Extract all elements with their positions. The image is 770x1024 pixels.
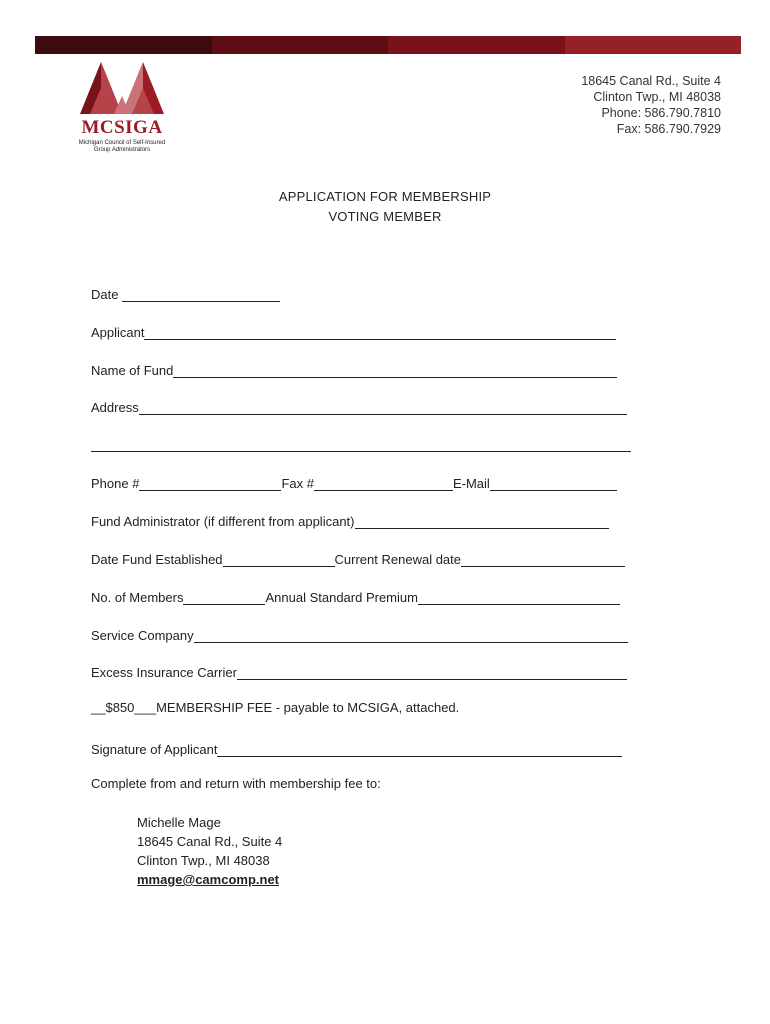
signature-field[interactable] xyxy=(91,739,622,757)
fund-name-field[interactable] xyxy=(91,360,617,378)
return-contact-block xyxy=(137,813,282,889)
header-bar-segment-2 xyxy=(212,36,389,54)
members-premium-row[interactable] xyxy=(91,587,620,605)
contact-email-link[interactable]: mmage@camcomp.net xyxy=(137,872,279,887)
date-established-blank[interactable] xyxy=(223,552,335,567)
contact-name: Michelle Mage xyxy=(137,815,221,830)
email-label: E-Mail xyxy=(452,476,490,491)
date-label: Date xyxy=(91,287,119,302)
address-label: Address xyxy=(91,400,139,415)
header-bar-segment-1 xyxy=(35,36,212,54)
renewal-date-blank[interactable] xyxy=(461,552,625,567)
form-title: APPLICATION FOR MEMBERSHIP xyxy=(278,189,492,204)
members-label: No. of Members xyxy=(91,590,184,605)
logo-subtitle xyxy=(74,140,170,154)
address-line2: Clinton Twp., MI 48038 xyxy=(593,90,721,104)
logo-mark-icon xyxy=(74,60,170,118)
fund-name-label: Name of Fund xyxy=(91,363,174,378)
mcsiga-logo xyxy=(74,60,170,170)
address-field-line2[interactable] xyxy=(91,434,631,452)
applicant-label: Applicant xyxy=(91,325,145,340)
logo-wordmark: MCSIGA xyxy=(81,117,163,138)
phone-blank[interactable] xyxy=(139,476,281,491)
service-company-blank[interactable] xyxy=(194,628,628,643)
date-field[interactable] xyxy=(91,284,280,302)
dates-field-row[interactable] xyxy=(91,549,625,567)
applicant-blank[interactable] xyxy=(144,325,616,340)
membership-fee-text: __$850___MEMBERSHIP FEE - payable to MCSIGA, attached. xyxy=(91,700,460,715)
phone-label: Phone # xyxy=(91,476,140,491)
excess-carrier-blank[interactable] xyxy=(237,665,627,680)
service-company-label: Service Company xyxy=(91,628,194,643)
fund-administrator-field[interactable] xyxy=(91,511,609,529)
address-blank-2[interactable] xyxy=(91,437,631,452)
premium-blank[interactable] xyxy=(418,590,620,605)
form-subtitle: VOTING MEMBER xyxy=(328,209,442,224)
fund-administrator-blank[interactable] xyxy=(355,514,609,529)
return-instructions: Complete from and return with membership fee to: xyxy=(91,776,381,791)
date-blank[interactable] xyxy=(122,287,280,302)
applicant-field[interactable] xyxy=(91,322,616,340)
contact-street: 18645 Canal Rd., Suite 4 xyxy=(137,834,283,849)
fax-blank[interactable] xyxy=(314,476,453,491)
excess-carrier-field[interactable] xyxy=(91,662,627,680)
fund-administrator-label: Fund Administrator (if different from applicant) xyxy=(91,514,355,529)
logo-subtitle-line2: Group Administrators xyxy=(93,147,151,153)
excess-carrier-label: Excess Insurance Carrier xyxy=(91,665,237,680)
signature-blank[interactable] xyxy=(217,742,622,757)
header-bar-segment-4 xyxy=(565,36,742,54)
renewal-date-label: Current Renewal date xyxy=(334,552,461,567)
header-color-bar xyxy=(35,36,741,54)
logo-subtitle-line1: Michigan Council of Self-Insured xyxy=(78,140,166,146)
organization-address xyxy=(581,73,721,137)
address-phone: Phone: 586.790.7810 xyxy=(601,106,721,120)
address-field[interactable] xyxy=(91,397,627,415)
contact-field-row[interactable] xyxy=(91,473,617,491)
premium-label: Annual Standard Premium xyxy=(265,590,418,605)
signature-label: Signature of Applicant xyxy=(91,742,218,757)
members-blank[interactable] xyxy=(183,590,265,605)
email-blank[interactable] xyxy=(490,476,617,491)
address-fax: Fax: 586.790.7929 xyxy=(616,122,721,136)
address-line1: 18645 Canal Rd., Suite 4 xyxy=(581,74,721,88)
service-company-field[interactable] xyxy=(91,625,628,643)
header-bar-segment-3 xyxy=(388,36,565,54)
contact-city: Clinton Twp., MI 48038 xyxy=(137,853,270,868)
fund-name-blank[interactable] xyxy=(173,363,617,378)
address-blank[interactable] xyxy=(139,400,627,415)
fax-label: Fax # xyxy=(281,476,314,491)
date-established-label: Date Fund Established xyxy=(91,552,223,567)
